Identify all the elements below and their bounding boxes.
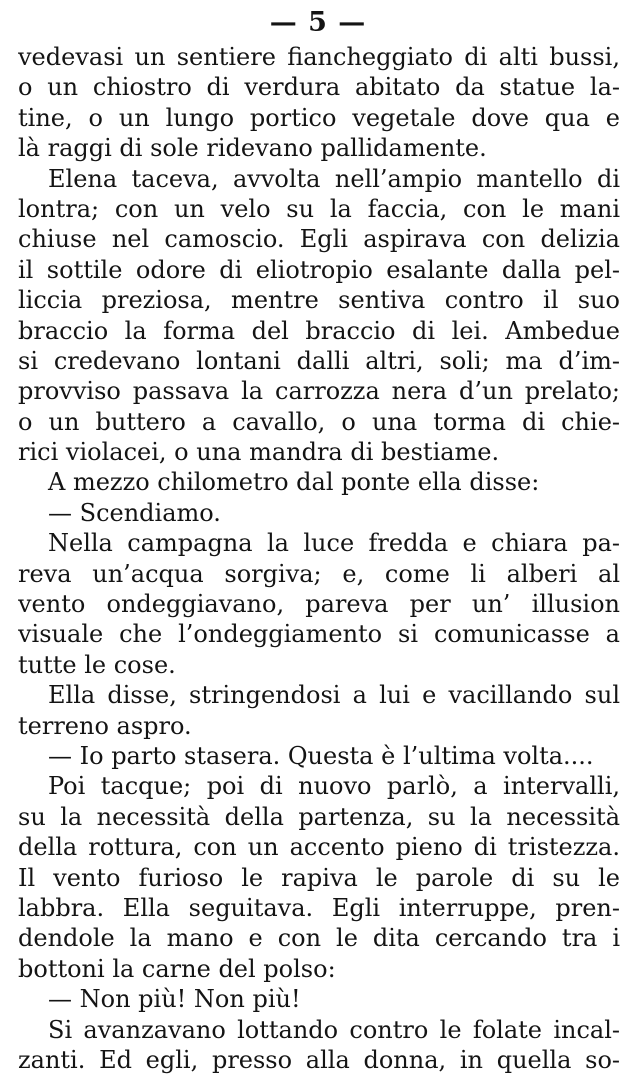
text-line: o un buttero a cavallo, o una torma di chie-: [18, 407, 620, 436]
body-text: [18, 42, 620, 1075]
text-line: A mezzo chilometro dal ponte ella disse:: [48, 468, 540, 497]
text-line: terreno aspro.: [18, 711, 192, 740]
text-line: si credevano lontani dalli altri, soli; ma d’im-: [18, 346, 620, 375]
text-line: — Non più! Non più!: [48, 985, 301, 1014]
text-line: — Io parto stasera. Questa è l’ultima volta....: [48, 741, 594, 770]
text-line: chiuse nel camoscio. Egli aspirava con delizia: [18, 225, 620, 254]
text-line: visuale che l’ondeggiamento si comunicasse a: [18, 620, 620, 649]
text-line: tutte le cose.: [18, 650, 176, 679]
text-line: liccia preziosa, mentre sentiva contro il suo: [18, 286, 620, 315]
text-line: Poi tacque; poi di nuovo parlò, a intervalli,: [48, 772, 620, 801]
text-line: bottoni la carne del polso:: [18, 954, 336, 983]
text-line: o un chiostro di verdura abitato da statue la-: [18, 73, 620, 102]
text-line: braccio la forma del braccio di lei. Ambedue: [18, 316, 620, 345]
text-line: là raggi di sole ridevano pallidamente.: [18, 134, 487, 163]
text-line: provviso passava la carrozza nera d’un prelato;: [18, 377, 620, 406]
text-line: dendole la mano e con le dita cercando tra i: [18, 924, 620, 953]
text-line: della rottura, con un accento pieno di tristezza.: [18, 833, 620, 862]
text-line: Nella campagna la luce fredda e chiara pa-: [48, 529, 620, 558]
text-line: su la necessità della partenza, su la necessità: [18, 802, 620, 831]
text-line: Il vento furioso le rapiva le parole di su le: [18, 863, 620, 892]
text-line: Elena taceva, avvolta nell’ampio mantello di: [48, 164, 620, 193]
text-line: tine, o un lungo portico vegetale dove qua e: [18, 103, 620, 132]
text-line: reva un’acqua sorgiva; e, come li alberi al: [18, 559, 620, 588]
text-line: vento ondeggiavano, pareva per un’ illusion: [18, 590, 620, 619]
text-line: Ella disse, stringendosi a lui e vacillando sul: [48, 681, 620, 710]
text-line: vedevasi un sentiere fiancheggiato di alti bussi,: [18, 43, 620, 71]
text-line: Si avanzavano lottando contro le folate incal-: [48, 1015, 620, 1044]
text-line: rici violacei, o una mandra di bestiame.: [18, 438, 500, 467]
text-line: zanti. Ed egli, presso alla donna, in quella so-: [18, 1045, 620, 1074]
text-line: — Scendiamo.: [48, 498, 221, 527]
text-line: lontra; con un velo su la faccia, con le mani: [18, 194, 620, 223]
text-line: labbra. Ella seguitava. Egli interruppe, pren-: [18, 893, 620, 922]
page-number: — 5 —: [269, 7, 367, 38]
text-line: il sottile odore di eliotropio esalante dalla pel-: [18, 255, 620, 284]
